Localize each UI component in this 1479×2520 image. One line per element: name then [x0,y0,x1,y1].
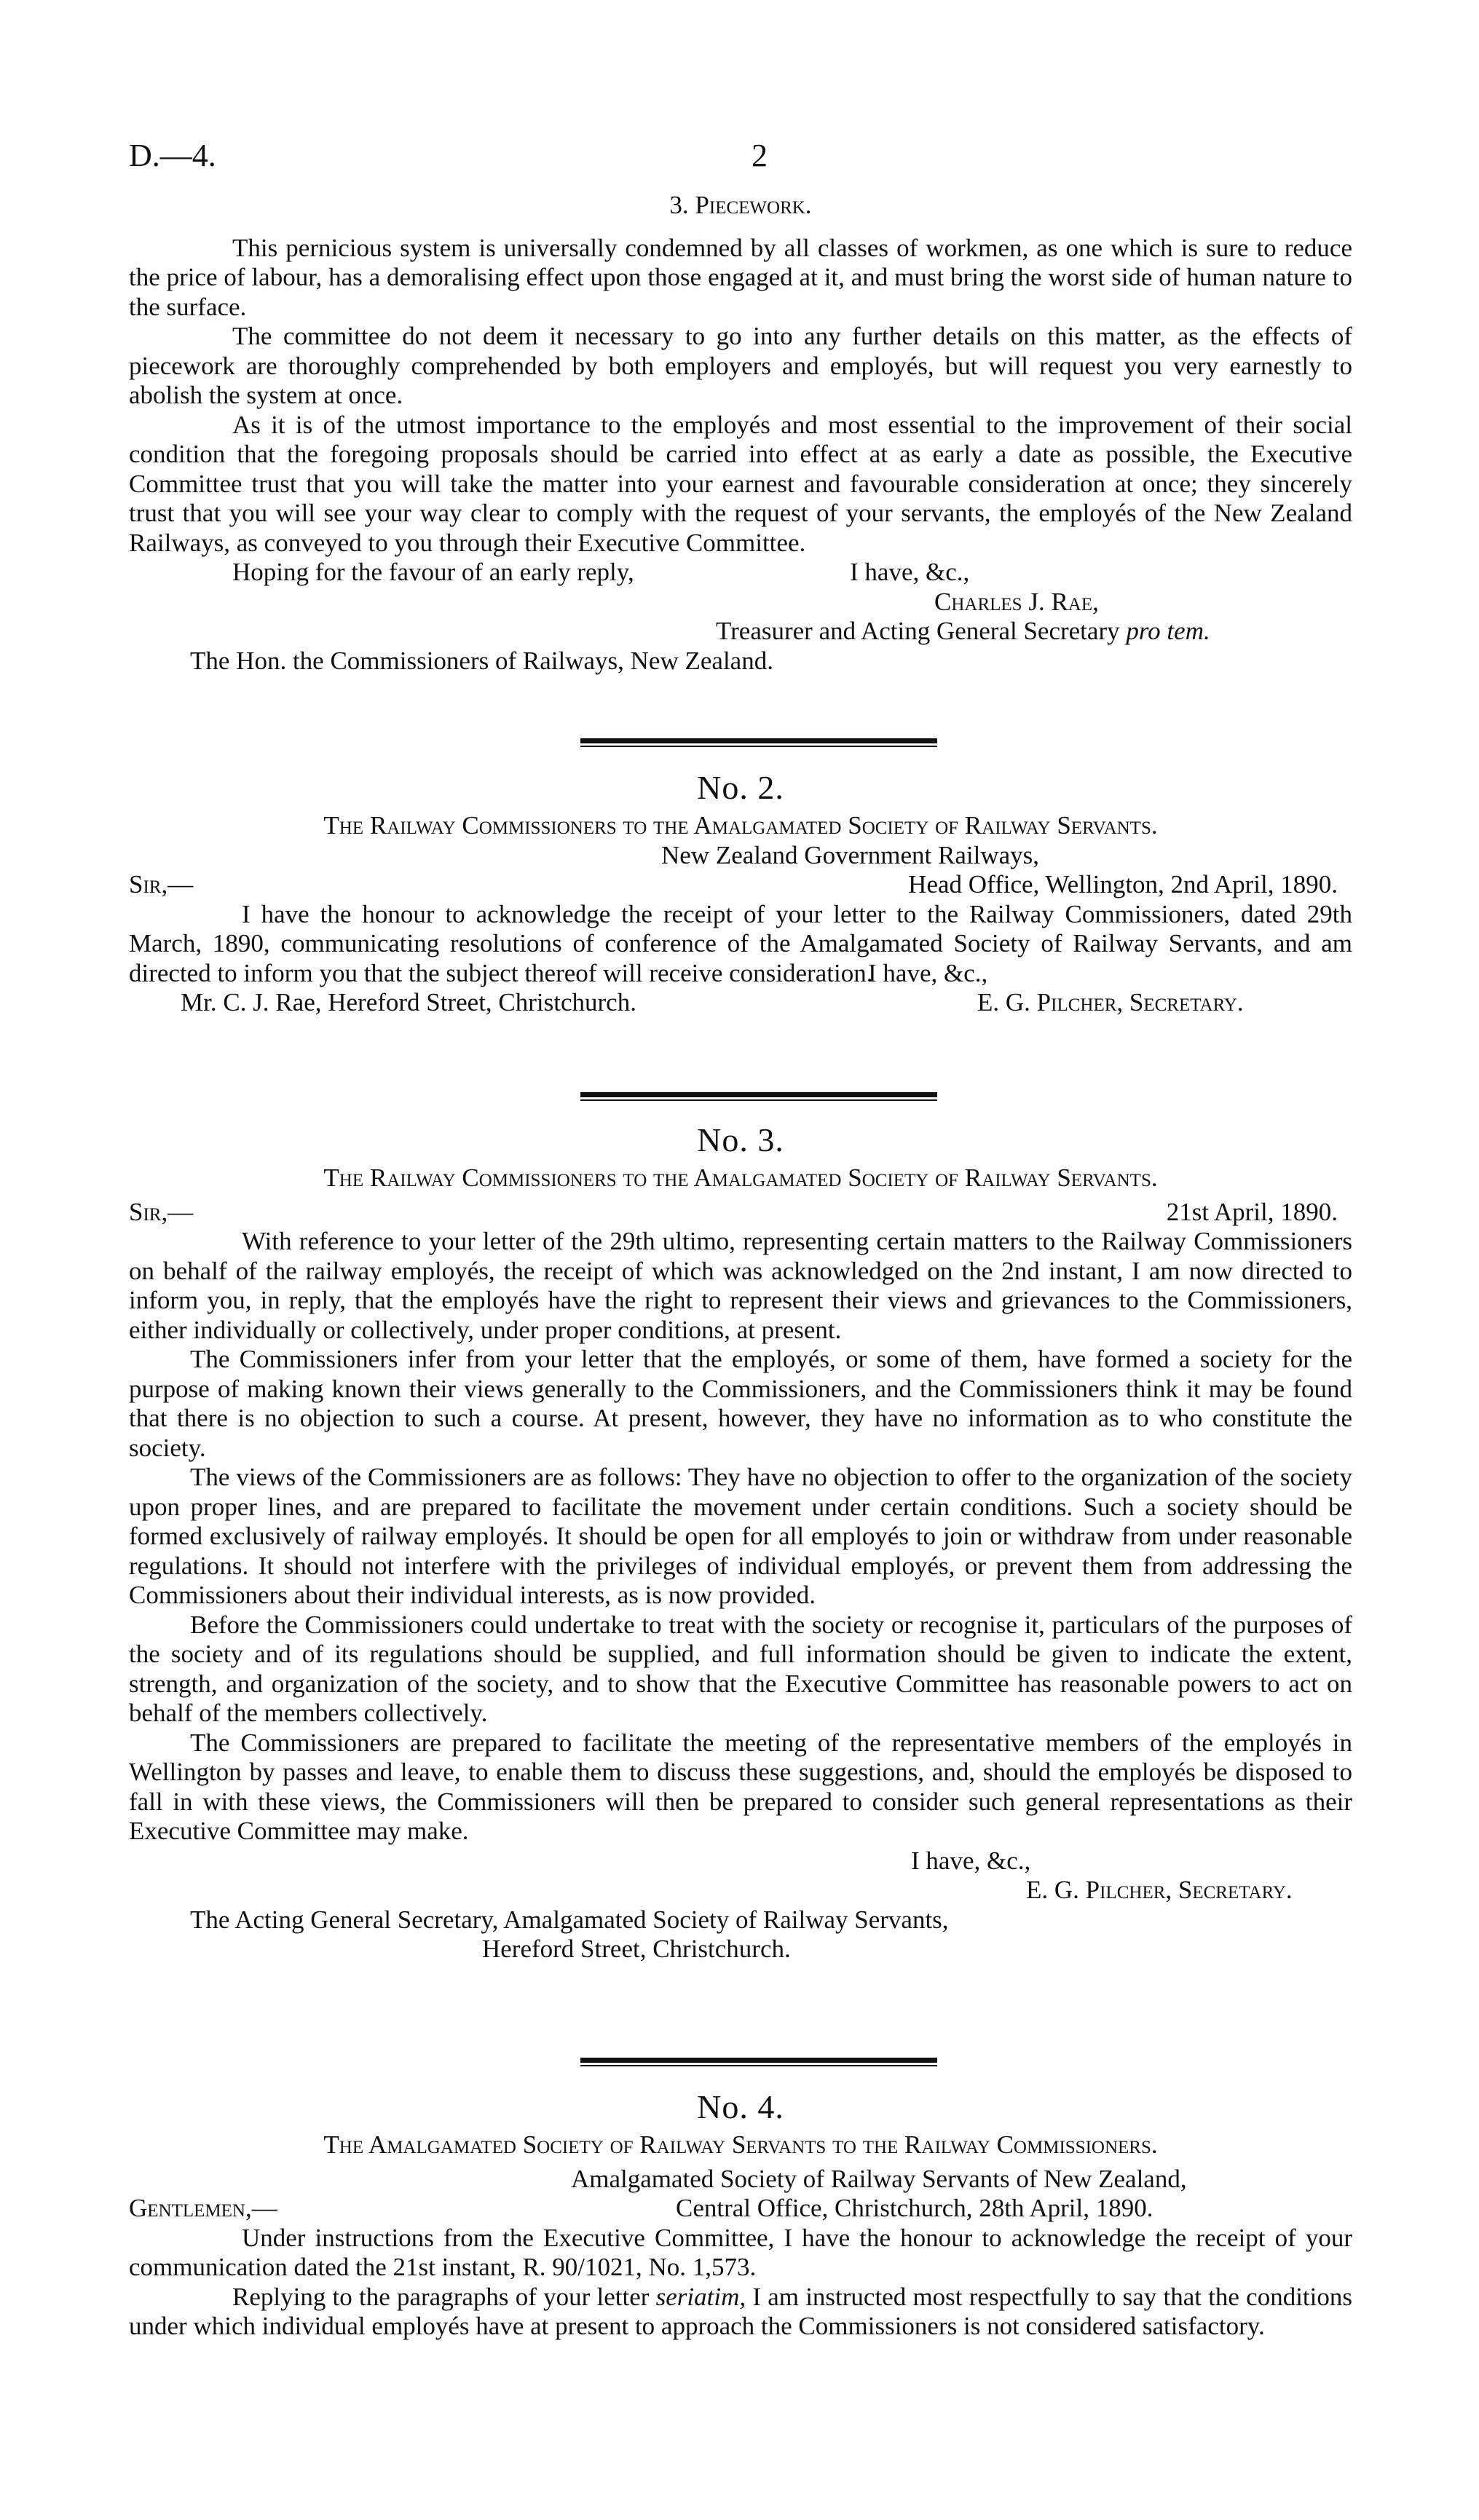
signer-title [129,617,1352,647]
paragraph: Before the Commissioners could undertake to treat with the society or recognise it, particulars of the purposes of the society and of its regulations should be supplied, and full information should be given to indicate the extent, strength, and organization of the society, and to show that the Executive Committee has reasonable powers to act on behalf of the members collectively. [129,1610,1352,1727]
letter-no-3 [129,1118,1352,1964]
section-divider [580,1092,937,1097]
letter-subheading: The Railway Commissioners to the Amalgamated Society of Railway Servants. [323,1164,1158,1192]
section-divider [580,2058,937,2063]
paragraph-text: I am instructed most respectfully to say that the conditions under which individual employés have at present to approach the Commissioners is not considered satisfactory. [129,2282,1353,2340]
addressee: The Acting General Secretary, Amalgamated Society of Railway Servants, [190,1905,949,1934]
section-divider [580,738,937,743]
addressee-line [129,988,1352,1018]
letter-number: No. 4. [697,2088,784,2125]
paragraph: With reference to your letter of the 29th ultimo, representing certain matters to the Railway Commissioners on behalf of the railway employés, the receipt of which was acknowledged on the 2nd instant, I am now directed to inform you, in reply, that the employés have the right to represent their views and grievances to the Commissioners, either individually or collectively, under proper conditions, at present. [129,1227,1352,1344]
paragraph: The views of the Commissioners are as follows: They have no objection to offer to the organization of the society upon proper lines, and are prepared to facilitate the movement under certain conditions. Such a society should be formed exclusively of railway employés. It should be open for all employés to join or withdraw from under reasonable regulations. It should not interfere with the privileges of individual employés, or prevent them from addressing the Commissioners about their individual interests, as is now provided. [129,1463,1352,1609]
signer: Charles J. Rae, [934,587,1099,616]
signer: E. G. Pilcher, Secretary. [977,988,1244,1016]
salutation-row [129,870,1352,900]
signer: E. G. Pilcher, Secretary. [1026,1876,1293,1904]
page-number: 2 [752,138,768,173]
salutation: Sir,— [129,1197,194,1226]
salutation: Gentlemen,— [129,2194,277,2222]
from-date: Central Office, Christchurch, 28th April, 1890. [676,2194,1153,2222]
from-date: Head Office, Wellington, 2nd April, 1890. [908,870,1338,898]
from-line: New Zealand Government Railways, [661,840,1040,869]
letter-subheading: The Railway Commissioners to the Amalgamated Society of Railway Servants. [323,811,1158,840]
closing-text: Hoping for the favour of an early reply, [232,558,634,586]
paragraph-text: Replying to the paragraphs of your letter [232,2282,650,2311]
letter-number: No. 3. [697,1121,784,1158]
letter-subheading: The Amalgamated Society of Railway Servants to the Railway Commissioners. [323,2130,1158,2159]
from-line: Amalgamated Society of Railway Servants of New Zealand, [571,2164,1187,2193]
paragraph: The Commissioners are prepared to facilitate the meeting of the representative members of the employés in Wellington by passes and leave, to enable them to discuss these suggestions, and, should the employés be disposed to fall in with these views, the Commissioners will then be prepared to consider such general representations as their Executive Committee may make. [129,1728,1352,1845]
signer-title-text: Treasurer and Acting General Secretary [716,617,1120,645]
document-reference: D.—4. [129,138,216,173]
salutation: Sir,— [129,870,194,898]
i-have: I have, &c., [868,959,988,987]
section-heading: 3. Piecework. [669,191,812,219]
letter-no-2 [129,766,1352,1018]
seriatim: seriatim, [655,2282,746,2311]
section-piecework [129,191,1352,676]
paragraph: This pernicious system is universally condemned by all classes of workmen, as one which is sure to reduce the price of labour, has a demoralising effect upon those engaged at it, and must bring the worst side of human nature to the surface. [129,233,1352,321]
pro-tem: pro tem. [1126,617,1210,645]
paragraph [129,2283,1352,2342]
letter-no-4 [129,2085,1352,2342]
addressee: Mr. C. J. Rae, Hereford Street, Christchurch. [181,988,636,1016]
paragraph: The committee do not deem it necessary to go into any further details on this matter, as the effects of piecework are thoroughly comprehended by both employers and employés, but will request you very earnestly to abolish the system at once. [129,322,1352,409]
salutation-row [129,1198,1352,1228]
letter-number: No. 2. [697,769,784,806]
i-have: I have, &c., [850,558,970,586]
letter-date: 21st April, 1890. [1166,1197,1338,1226]
i-have: I have, &c., [911,1846,1031,1875]
paragraph: I have the honour to acknowledge the receipt of your letter to the Railway Commissioners, dated 29th March, 1890, communicating resolutions of conference of the Amalgamated Society of Railway Servants, and am directed to inform you that the subject thereof will receive consideration. [129,899,1352,987]
paragraph: As it is of the utmost importance to the employés and most essential to the improvement of their social condition that the foregoing proposals should be carried into effect at as early a date as possible, the Executive Committee trust that you will take the matter into your earnest and favourable consideration at once; they sincerely trust that you will see your way clear to comply with the request of your servants, the employés of the New Zealand Railways, as conveyed to you through their Executive Committee. [129,410,1352,557]
closing-line [129,558,1352,588]
salutation-row [129,2194,1352,2224]
addressee: The Hon. the Commissioners of Railways, New Zealand. [190,646,773,675]
paragraph: The Commissioners infer from your letter that the employés, or some of them, have formed a society for the purpose of making known their views generally to the Commissioners, and the Commissioners think it may be found that there is no objection to such a course. At present, however, they have no information as to who constitute the society. [129,1345,1352,1462]
addressee-street: Hereford Street, Christchurch. [482,1935,791,1963]
paragraph: Under instructions from the Executive Committee, I have the honour to acknowledge the receipt of your communication dated the 21st instant, R. 90/1021, No. 1,573. [129,2223,1352,2281]
